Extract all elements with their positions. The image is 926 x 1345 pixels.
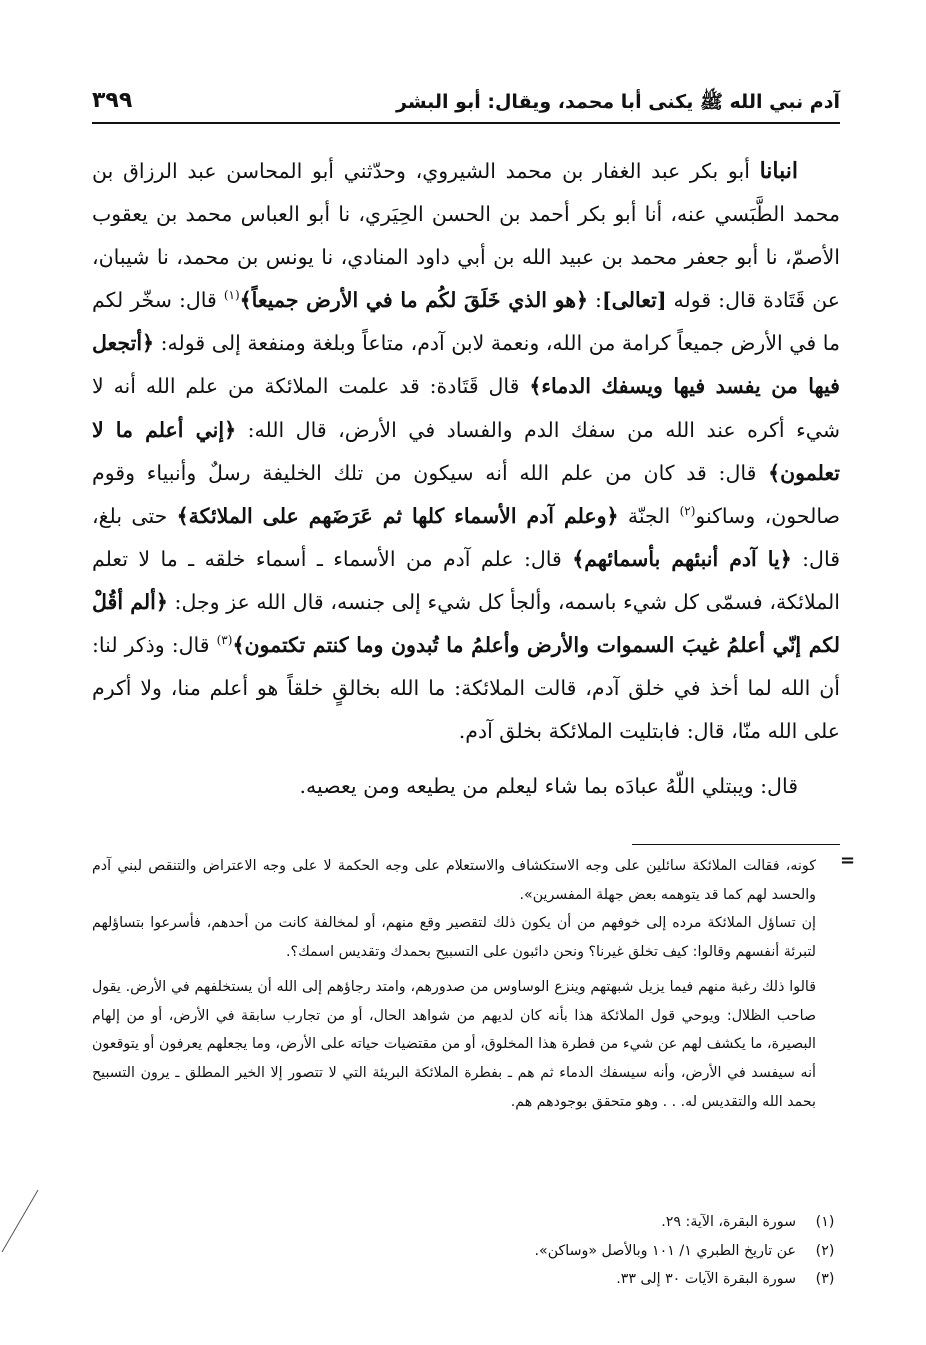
text-segment: حتى بلغ، قال: <box>92 503 840 571</box>
quran-quote: ﴿يا آدم أنبئهم بأسمائهم﴾ <box>572 546 792 571</box>
page-header <box>92 86 840 120</box>
quran-quote: ﴿إني أعلم ما لا تعلمون﴾ <box>92 417 840 485</box>
continuation-mark: = <box>840 850 856 871</box>
quran-quote: ﴿ألم أقُلْ لكم إنّي أعلمُ غيبَ السموات والأرض وأعلمُ ما تُبدون وما كنتم تكتمون﴾ <box>92 589 840 658</box>
text-segment: قال: وذكر لنا: أن الله لما أخذ في خلق آدم، قالت الملائكة: ما الله بخالقٍ خلقاً هو أعلم منا، ولا أكرم على الله منّا، قال: فابتليت الملائكة بخلق آدم. <box>92 633 840 744</box>
page-number: ٣٩٩ <box>92 88 133 113</box>
footnote-ref-row <box>92 1208 840 1237</box>
text-segment: أبو بكر عبد الغفار بن محمد الشيروي، وحدّثني أبو المحاسن عبد الرزاق بن محمد الطَّبَسي عنه، أنا أبو بكر أحمد بن الحسن الحِيَري، نا أبو العباس محمد بن يعقوب الأصمّ، نا أبو جعفر محمد بن عبيد الله بن أبي داود المنادي، نا يونس بن محمد، نا شيبان، عن قَتَادة قال: قوله <box>92 159 840 313</box>
footnote-references <box>92 1208 840 1294</box>
quran-quote: ﴿هو الذي خَلَقَ لكُم ما في الأرض جميعاً﴾ <box>239 288 589 313</box>
text-segment: قال: قد كان من علم الله أنه سيكون من تلك الخليفة رسلٌ وأنبياء وقوم صالحون، وساكنو <box>92 460 840 528</box>
text-segment: الجنّة <box>618 503 680 528</box>
lead-word: انبانا <box>759 158 798 184</box>
quran-quote: ﴿أتجعل فيها من يفسد فيها ويسفك الدماء﴾ <box>92 331 840 399</box>
footnote-ref-row <box>92 1265 840 1294</box>
footnote-number: (٢) <box>815 1242 835 1259</box>
footnote-paragraph: إن تساؤل الملائكة مرده إلى خوفهم من أن يكون ذلك لتقصير وقع منهم، أو لمخالفة كانت من أحدهم، فأسرعوا بتساؤلهم لتبرئة أنفسهم وقالوا: كيف تخلق غيرنا؟ ونحن دائبون على التسبيح بحمدك وتقديس اسمك؟. <box>92 915 816 961</box>
text-segment: قال: علم آدم من الأسماء ـ أسماء خلقه ـ ما لا تعلم الملائكة، فسمّى كل شيء باسمه، وألجأ كل شيء إلى جنسه، قال الله عز وجل: <box>92 546 840 614</box>
quran-quote: ﴿وعلم آدم الأسماء كلها ثم عَرَضَهم على الملائكة﴾ <box>176 503 619 528</box>
footnote-paragraph: قالوا ذلك رغبة منهم فيما يزيل شبهتهم وينزع الوساوس من صدورهم، وامتد رجاؤهم إلى الله أن يستخلفهم في الأرض. يقول صاحب الظلال: ويوحي قول الملائكة هذا بأنه كان لديهم من شواهد الحال، أو من تجارب سابقة في الأرض، أو من إلهام البصيرة، ما يكشف لهم عن شيء من فطرة هذا المخلوق، أو من مقتضيات حياته على الأرض، وما يجعلهم يعرفون أو يتوقعون أنه سيفسد في الأرض، وأنه سيسفك الدماء ثم هم ـ بفطرة الملائكة البريئة التي لا تتصور إلا الخير المطلق ـ يرون التسبيح بحمد الله والتقديس له. . . وهو متحقق بوجودهم هم. <box>92 978 816 1110</box>
paragraph-1 <box>92 150 840 753</box>
running-title: آدم نبي الله ﷺ يكنى أبا محمد، ويقال: أبو البشر <box>396 91 840 113</box>
footnotes <box>92 852 816 1116</box>
footnote-continuation: كونه، فقالت الملائكة سائلين على وجه الاستكشاف والاستعلام على وجه الحكمة لا على وجه الاعتراض والتنقص لبني آدم والحسد لهم كما قد يتوهمه بعض جهلة المفسرين». <box>92 858 816 903</box>
text-segment: قال: سخّر لكم ما في الأرض جميعاً كرامة من الله، ونعمة لابن آدم، متاعاً وبلغة ومنفعة إلى قوله: <box>92 288 840 356</box>
footnote-ref: (٣) <box>216 633 233 648</box>
footnote-text: عن تاريخ الطبري ١/ ١٠١ وبالأصل «وساكن». <box>534 1242 796 1259</box>
footnote-text: سورة البقرة الآيات ٣٠ إلى ٣٣. <box>616 1271 796 1288</box>
footnote-text: سورة البقرة، الآية: ٢٩. <box>661 1214 796 1230</box>
editor-insertion: [تعالى] <box>601 288 667 313</box>
text-segment: : <box>588 288 602 313</box>
footnote-ref: (١) <box>223 288 240 303</box>
scan-artifact-line <box>0 0 60 1345</box>
footnote-number: (٣) <box>815 1271 835 1288</box>
main-text <box>92 150 840 808</box>
footnote-ref: (٢) <box>679 503 696 518</box>
footnote-rule <box>632 844 840 845</box>
text-segment: قال قَتَادة: قد علمت الملائكة من علم الله أنه لا شيء أكره عند الله من سفك الدم والفساد في الأرض، قال الله: <box>92 374 841 442</box>
paragraph-2: قال: ويبتلي اللّهُ عبادَه بما شاء ليعلم من يطيعه ومن يعصيه. <box>299 774 798 799</box>
footnote-ref-row <box>92 1237 840 1266</box>
footnote-number: (١) <box>815 1214 835 1230</box>
header-rule <box>92 122 840 124</box>
